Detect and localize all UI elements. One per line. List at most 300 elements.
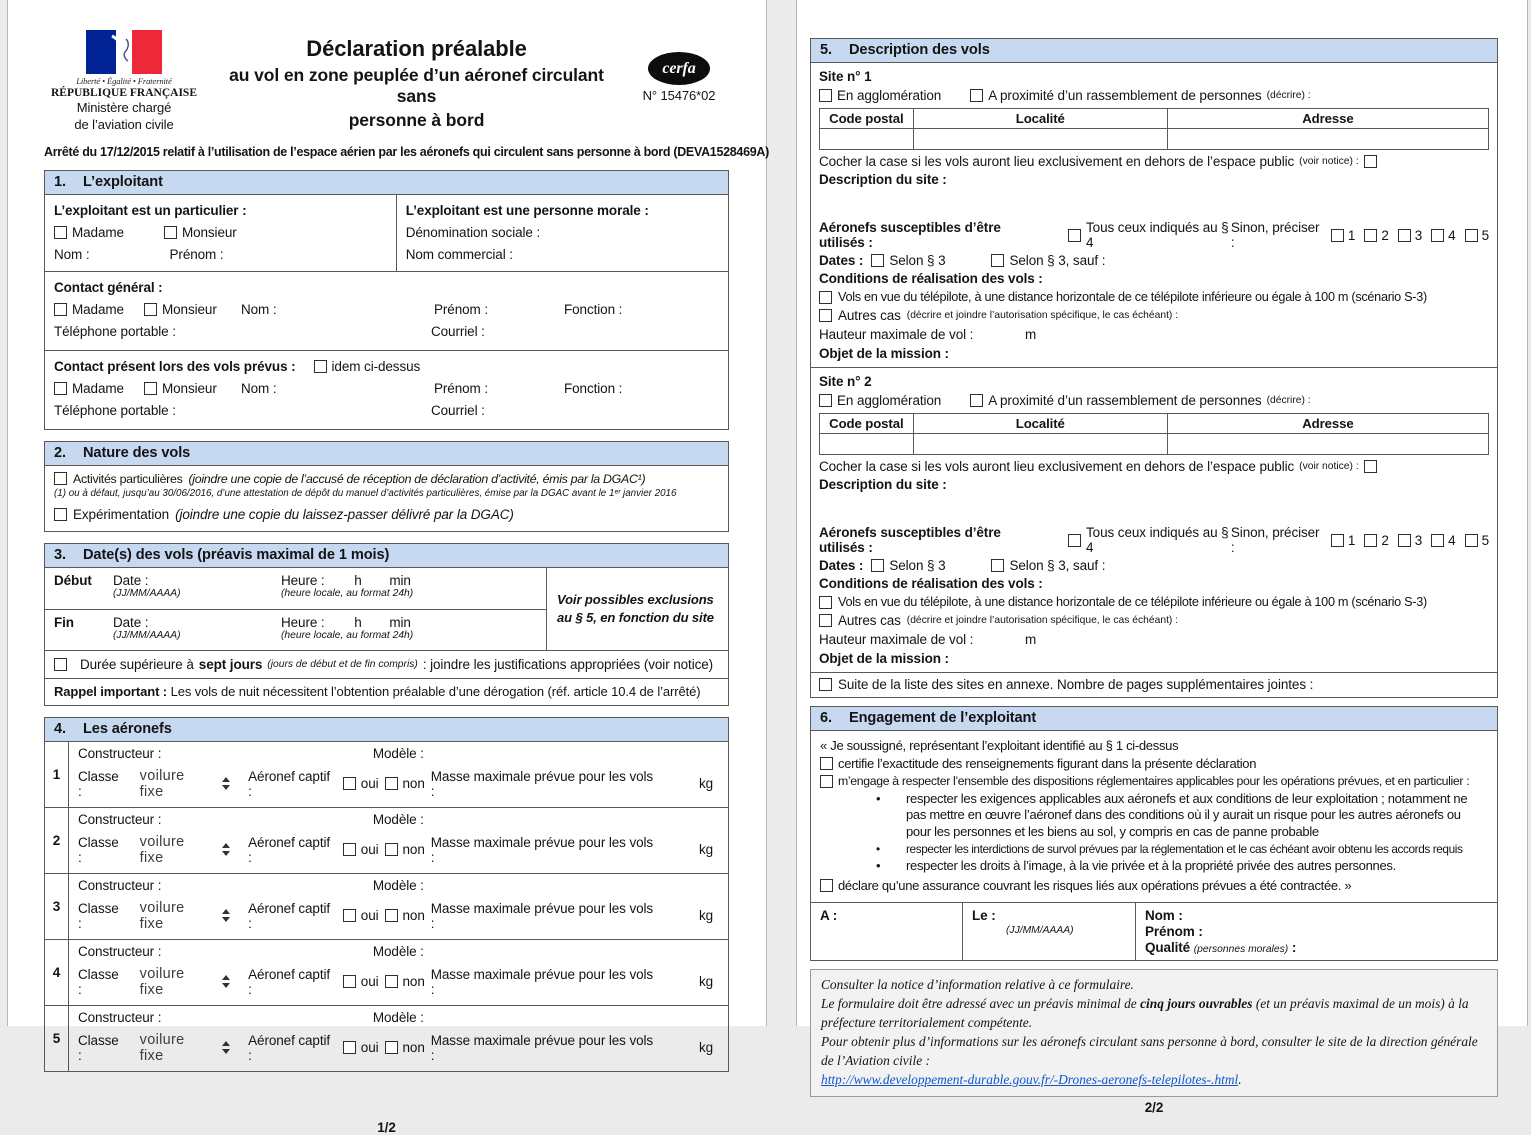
- site-1-block: [811, 63, 1497, 368]
- date-fin-row: [45, 609, 546, 650]
- rassemblement-label: A proximité d’un rassemblement de personnes: [988, 88, 1262, 103]
- particulier-prenom-label: Prénom :: [169, 247, 224, 262]
- signature-date-cell[interactable]: [963, 903, 1136, 960]
- checkbox-present-madame[interactable]: [54, 382, 67, 395]
- num-label: 1: [1347, 227, 1356, 243]
- site-2-objet-mission-label[interactable]: Objet de la mission :: [819, 651, 949, 666]
- site-2-checkbox-espace-public[interactable]: [1364, 460, 1377, 473]
- checkbox-captif-oui-5[interactable]: [343, 1041, 356, 1054]
- section-3-number: 3.: [54, 546, 66, 563]
- contact-nom-label: Nom :: [241, 302, 277, 317]
- notice-line-1: Consulter la notice d’information relative à ce formulaire.: [821, 976, 1134, 992]
- checkbox-suite-sites[interactable]: [819, 678, 832, 691]
- site-2-label: Site n° 2: [819, 374, 872, 389]
- non-label: non: [402, 776, 425, 791]
- modele-label[interactable]: Modèle :: [372, 811, 424, 827]
- cerfa-logo: [648, 52, 710, 85]
- captif-label: Aéronef captif :: [248, 834, 331, 865]
- section-4-header: [45, 718, 728, 742]
- classe-label: Classe :: [78, 966, 119, 997]
- kg-unit: kg: [698, 1040, 714, 1055]
- site-1-checkbox-agglomeration[interactable]: [819, 89, 832, 102]
- num-label: 5: [1481, 532, 1489, 548]
- site-2-checkbox-aeronef-1[interactable]: [1331, 534, 1344, 547]
- fin-label: Fin: [54, 614, 74, 630]
- rappel-text: Les vols de nuit nécessitent l’obtention préalable d’une dérogation (réf. article 10.4 de l’arrêté): [170, 683, 701, 699]
- present-fonction-label: Fonction :: [564, 381, 623, 396]
- site-2-checkbox-aeronef-2[interactable]: [1364, 534, 1377, 547]
- contact-fonction-label: Fonction :: [564, 302, 623, 317]
- constructeur-label[interactable]: Constructeur :: [78, 943, 162, 959]
- morale-label: L’exploitant est une personne morale :: [405, 203, 649, 218]
- activites-label: Activités particulières: [73, 471, 183, 486]
- dates-label: Dates :: [819, 558, 864, 573]
- certifie-label: certifie l’exactitude des renseignements figurant dans la présente déclaration: [838, 756, 1257, 771]
- duree-small-note: (jours de début et de fin compris): [267, 658, 418, 670]
- republique-francaise-logo: [44, 30, 204, 134]
- site-1-description-input[interactable]: [819, 187, 1489, 217]
- form-page-2: [796, 0, 1528, 1115]
- masse-label[interactable]: Masse maximale prévue pour les vols :: [430, 1032, 654, 1063]
- site-2-description-label: Description du site :: [819, 477, 947, 492]
- autres-cas-note: (décrire et joindre l’autorisation spécifique, le cas échéant) :: [906, 615, 1179, 626]
- marianne-flag-icon: [86, 30, 162, 74]
- site-1-checkbox-selon-p3-sauf[interactable]: [991, 254, 1004, 267]
- section-5-header: [811, 39, 1497, 63]
- checkbox-declare-assurance[interactable]: [820, 879, 833, 892]
- site-2-checkbox-tous-aeronefs[interactable]: [1068, 534, 1081, 547]
- hauteur-label[interactable]: Hauteur maximale de vol :: [819, 632, 974, 647]
- notice-link-line: [821, 1070, 1487, 1089]
- kg-unit: kg: [698, 974, 714, 989]
- page-2-number: 2/2: [1144, 1099, 1164, 1115]
- le-label: Le :: [972, 907, 996, 923]
- site-1-checkbox-rassemblement[interactable]: [970, 89, 983, 102]
- col-localite: Localité: [913, 109, 1167, 129]
- monsieur-label: Monsieur: [181, 225, 237, 240]
- agglomeration-label: En agglomération: [837, 393, 942, 408]
- section-2-nature-des-vols: [44, 441, 729, 532]
- site-1-description-label: Description du site :: [819, 172, 947, 187]
- duree-text-1: Durée supérieure à: [80, 656, 194, 672]
- classe-spinner[interactable]: [222, 1041, 230, 1054]
- site-2-checkbox-selon-p3-sauf[interactable]: [991, 559, 1004, 572]
- exclusions-note: Voir possibles exclusions au § 5, en fonction du site: [546, 568, 728, 650]
- site-1-checkbox-aeronef-2[interactable]: [1364, 229, 1377, 242]
- checkbox-particulier-madame[interactable]: [54, 226, 67, 239]
- sig-nom-label: Nom :: [1145, 907, 1183, 923]
- modele-label[interactable]: Modèle :: [372, 877, 424, 893]
- fin-heure-label[interactable]: Heure :: [281, 614, 325, 630]
- classe-combobox-value[interactable]: voilure fixe: [139, 1031, 185, 1064]
- dgac-drones-link[interactable]: http://www.developpement-durable.gouv.fr/-Drones-aeronefs-telepilotes-.html: [821, 1071, 1239, 1087]
- fin-heure-format: (heure locale, au format 24h): [281, 629, 414, 641]
- experimentation-note: (joindre une copie du laissez-passer délivré par la DGAC): [175, 506, 514, 522]
- col-code-postal: Code postal: [820, 109, 914, 129]
- constructeur-label[interactable]: Constructeur :: [78, 745, 162, 761]
- form-title: [204, 30, 629, 134]
- kg-unit: kg: [698, 776, 714, 791]
- contact-prenom-label: Prénom :: [434, 302, 488, 317]
- aeronef-row-number: 3: [45, 874, 69, 939]
- checkbox-captif-oui-3[interactable]: [343, 909, 356, 922]
- modele-label[interactable]: Modèle :: [372, 745, 424, 761]
- site-1-objet-mission-label[interactable]: Objet de la mission :: [819, 346, 949, 361]
- autres-cas-note: (décrire et joindre l’autorisation spécifique, le cas échéant) :: [906, 310, 1179, 321]
- date-debut-row: [45, 568, 546, 609]
- dates-table: [45, 568, 728, 650]
- form-page-1: [7, 0, 769, 1135]
- engagement-bullet-2: • respecter les interdictions de survol prévues par la réglementation et le cas échéant avoir obtenu les accords requis: [820, 842, 1488, 857]
- constructeur-label[interactable]: Constructeur :: [78, 811, 162, 827]
- section-3-dates-des-vols: [44, 543, 729, 706]
- site-1-checkbox-aeronef-1[interactable]: [1331, 229, 1344, 242]
- section-1-header: [45, 171, 728, 195]
- section-6-engagement: [810, 706, 1498, 961]
- checkbox-particulier-monsieur[interactable]: [164, 226, 177, 239]
- autres-cas-label: Autres cas: [838, 308, 901, 323]
- checkbox-duree-superieure[interactable]: [54, 658, 67, 671]
- section-3-title: Date(s) des vols (préavis maximal de 1 mois): [82, 546, 390, 563]
- title-line2: au vol en zone peuplée d’un aéronef circulant sans: [229, 65, 604, 106]
- title-line1: Déclaration préalable: [306, 36, 527, 61]
- idem-label: idem ci-dessus: [331, 359, 421, 374]
- classe-label: Classe :: [78, 1032, 119, 1063]
- logo-motto: Liberté • Égalité • Fraternité: [76, 76, 172, 86]
- checkbox-experimentation[interactable]: [54, 508, 67, 521]
- section-6-header: [811, 707, 1497, 731]
- fin-date-label[interactable]: Date :: [113, 614, 149, 630]
- denomination-label: Dénomination sociale :: [405, 225, 541, 240]
- checkbox-contact-madame[interactable]: [54, 303, 67, 316]
- cerfa-brand: cerfa: [662, 59, 696, 77]
- checkbox-captif-non-2[interactable]: [385, 843, 398, 856]
- notice-line-2a: Le formulaire doit être adressé avec un préavis minimal de: [821, 995, 1137, 1011]
- site-1-checkbox-selon-p3[interactable]: [871, 254, 884, 267]
- sig-qualite-note: (personnes morales): [1193, 943, 1289, 955]
- col-adresse: Adresse: [1167, 414, 1488, 434]
- ministry-line2: de l’aviation civile: [74, 117, 174, 133]
- classe-label: Classe :: [78, 768, 119, 799]
- contact-general-row: [45, 271, 728, 350]
- site-1-label: Site n° 1: [819, 69, 872, 84]
- experimentation-label: Expérimentation: [73, 506, 170, 522]
- tous-label: Tous ceux indiqués au § 4: [1086, 220, 1229, 250]
- aeronef-row-number: 2: [45, 808, 69, 873]
- signature-row: [811, 902, 1497, 960]
- checkbox-captif-oui-2[interactable]: [343, 843, 356, 856]
- exploitant-row: [45, 195, 728, 271]
- non-label: non: [402, 842, 425, 857]
- captif-label: Aéronef captif :: [248, 768, 331, 799]
- fin-min-label: min: [389, 614, 411, 630]
- site-2-localite-input[interactable]: [913, 434, 1167, 455]
- aeronef-row-5: [45, 1005, 728, 1071]
- classe-spinner[interactable]: [222, 777, 230, 790]
- masse-label[interactable]: Masse maximale prévue pour les vols :: [430, 834, 654, 865]
- section-4-number: 4.: [54, 720, 66, 737]
- kg-unit: kg: [698, 842, 714, 857]
- selon-sauf-label: Selon § 3, sauf :: [1009, 253, 1106, 268]
- activites-particulieres-row: [45, 466, 728, 486]
- checkbox-captif-non-5[interactable]: [385, 1041, 398, 1054]
- selon-sauf-label: Selon § 3, sauf :: [1009, 558, 1106, 573]
- conditions-label: Conditions de réalisation des vols :: [819, 576, 1043, 591]
- notice-line-3: Pour obtenir plus d’informations sur les aéronefs circulant sans personne à bord, consulter le site de la direction générale de l’Aviation civile :: [821, 1033, 1478, 1068]
- non-label: non: [402, 974, 425, 989]
- checkbox-contact-monsieur[interactable]: [144, 303, 157, 316]
- rassemblement-label: A proximité d’un rassemblement de personnes: [988, 393, 1262, 408]
- signature-identite-cell[interactable]: [1136, 903, 1497, 960]
- cerfa-block: [629, 52, 729, 134]
- site-1-code-postal-input[interactable]: [820, 129, 914, 150]
- site-1-checkbox-tous-aeronefs[interactable]: [1068, 229, 1081, 242]
- aeronef-row-number: 1: [45, 742, 69, 807]
- num-label: 4: [1448, 532, 1456, 548]
- form-header: [44, 30, 729, 134]
- debut-date-format: (JJ/MM/AAAA): [113, 587, 181, 599]
- rassemblement-note: (décrire) :: [1266, 395, 1311, 406]
- site-2-code-postal-input[interactable]: [820, 434, 914, 455]
- madame-label: Madame: [72, 302, 124, 317]
- autres-cas-label: Autres cas: [838, 613, 901, 628]
- site-2-address-table: [819, 413, 1489, 455]
- modele-label[interactable]: Modèle :: [372, 1009, 424, 1025]
- contact-general-label: Contact général :: [54, 280, 163, 295]
- tous-label: Tous ceux indiqués au § 4: [1086, 525, 1229, 555]
- classe-spinner[interactable]: [222, 909, 230, 922]
- sig-prenom-label: Prénom :: [1145, 923, 1203, 939]
- site-1-localite-input[interactable]: [913, 129, 1167, 150]
- present-nom-label: Nom :: [241, 381, 277, 396]
- non-label: non: [402, 1040, 425, 1055]
- experimentation-row: [45, 499, 728, 531]
- site-2-block: [811, 368, 1497, 673]
- oui-label: oui: [360, 842, 379, 857]
- notice-line-2c: (et un préavis maximal de un mois) à la préfecture territorialement compétente.: [821, 995, 1469, 1030]
- a-label: A :: [820, 907, 838, 923]
- cocher-espace-public-label: Cocher la case si les vols auront lieu exclusivement en dehors de l’espace public: [819, 154, 1295, 169]
- section-6-title: Engagement de l’exploitant: [848, 710, 1037, 726]
- classe-combobox-value[interactable]: voilure fixe: [139, 767, 185, 800]
- classe-label: Classe :: [78, 900, 119, 931]
- section-5-title: Description des vols: [848, 42, 990, 58]
- engagement-bullet-3: • respecter les droits à l’image, à la vie privée et à la propriété privée des autres personnes.: [820, 858, 1488, 874]
- le-format: (JJ/MM/AAAA): [1006, 924, 1074, 936]
- site-2-checkbox-aeronef-3[interactable]: [1398, 534, 1411, 547]
- signature-lieu-cell[interactable]: [811, 903, 963, 960]
- aeronef-row-number: 5: [45, 1006, 69, 1071]
- masse-label[interactable]: Masse maximale prévue pour les vols :: [430, 966, 654, 997]
- aeronef-row-1: [45, 742, 728, 807]
- oui-label: oui: [360, 776, 379, 791]
- masse-label[interactable]: Masse maximale prévue pour les vols :: [430, 900, 654, 931]
- num-label: 5: [1481, 227, 1489, 243]
- madame-label: Madame: [72, 225, 124, 240]
- present-courriel-label: Courriel :: [431, 403, 485, 418]
- hauteur-label[interactable]: Hauteur maximale de vol :: [819, 327, 974, 342]
- debut-label: Début: [54, 572, 92, 588]
- checkbox-certifie[interactable]: [820, 757, 833, 770]
- masse-label[interactable]: Masse maximale prévue pour les vols :: [430, 768, 654, 799]
- site-2-adresse-input[interactable]: [1167, 434, 1488, 455]
- num-label: 1: [1347, 532, 1356, 548]
- classe-spinner[interactable]: [222, 975, 230, 988]
- num-label: 2: [1381, 532, 1389, 548]
- aeronef-row-number: 4: [45, 940, 69, 1005]
- checkbox-captif-oui-1[interactable]: [343, 777, 356, 790]
- debut-heure-label[interactable]: Heure :: [281, 572, 325, 588]
- checkbox-activites-particulieres[interactable]: [54, 472, 67, 485]
- site-2-description-input[interactable]: [819, 492, 1489, 522]
- oui-label: oui: [360, 908, 379, 923]
- m-unit: m: [1024, 327, 1037, 342]
- checkbox-idem-ci-dessus[interactable]: [314, 360, 327, 373]
- checkbox-present-monsieur[interactable]: [144, 382, 157, 395]
- section-1-exploitant: [44, 170, 729, 430]
- site-1-address-table: [819, 108, 1489, 150]
- checkbox-captif-non-1[interactable]: [385, 777, 398, 790]
- site-2-checkbox-autres-cas[interactable]: [819, 614, 832, 627]
- sinon-preciser-label: Sinon, préciser :: [1230, 220, 1320, 250]
- dates-label: Dates :: [819, 253, 864, 268]
- conditions-label: Conditions de réalisation des vols :: [819, 271, 1043, 286]
- engagement-bullet-1: • respecter les exigences applicables aux aéronefs et aux conditions de leur exploitation ; notamment ne pas mettre en œuvre l’aéronef dans des conditions où il y aurait un risque pour les autres aéronefs ou pour les personnes et les biens au sol, y compris en cas de panne probable: [820, 791, 1488, 840]
- contact-present-row: [45, 350, 728, 429]
- debut-min-label: min: [389, 572, 411, 588]
- checkbox-captif-non-3[interactable]: [385, 909, 398, 922]
- aeronefs-utilises-label: Aéronefs susceptibles d’être utilisés :: [819, 525, 1001, 555]
- notice-line-2: [821, 994, 1487, 1032]
- debut-heure-format: (heure locale, au format 24h): [281, 587, 414, 599]
- site-1-checkbox-espace-public[interactable]: [1364, 155, 1377, 168]
- monsieur-label: Monsieur: [162, 302, 217, 317]
- site-2-checkbox-rassemblement[interactable]: [970, 394, 983, 407]
- modele-label[interactable]: Modèle :: [372, 943, 424, 959]
- aeronef-row-4: [45, 939, 728, 1005]
- aeronef-row-2: [45, 807, 728, 873]
- declare-label: déclare qu’une assurance couvrant les risques liés aux opérations prévues a été contractée. »: [838, 877, 1352, 893]
- cocher-voir-notice: (voir notice) :: [1299, 156, 1359, 167]
- section-1-title: L’exploitant: [82, 173, 163, 190]
- madame-label: Madame: [72, 381, 124, 396]
- section-1-number: 1.: [54, 173, 66, 190]
- classe-combobox-value[interactable]: voilure fixe: [139, 965, 185, 998]
- activites-note: (joindre une copie de l’accusé de réception de déclaration d’activité, émis par la DGAC¹): [188, 471, 646, 486]
- constructeur-label[interactable]: Constructeur :: [78, 877, 162, 893]
- cocher-espace-public-label: Cocher la case si les vols auront lieu exclusivement en dehors de l’espace public: [819, 459, 1295, 474]
- sig-qualite-label: Qualité: [1145, 939, 1191, 955]
- duree-text-2: : joindre les justifications appropriées (voir notice): [422, 656, 714, 672]
- site-2-checkbox-selon-p3[interactable]: [871, 559, 884, 572]
- link-period: .: [1238, 1071, 1242, 1087]
- col-code-postal: Code postal: [820, 414, 914, 434]
- section-4-title: Les aéronefs: [82, 720, 172, 737]
- contact-telephone-label: Téléphone portable :: [54, 324, 176, 339]
- title-line3: personne à bord: [348, 110, 485, 130]
- section-6-number: 6.: [820, 710, 832, 726]
- engage-label: m’engage à respecter l’ensemble des dispositions réglementaires applicables pour les opérations prévues, et en particulier :: [838, 774, 1470, 788]
- cocher-voir-notice: (voir notice) :: [1299, 461, 1359, 472]
- exploitant-particulier-col: [45, 195, 397, 271]
- ministry-line1: Ministère chargé: [76, 100, 172, 115]
- classe-combobox-value[interactable]: voilure fixe: [139, 899, 185, 932]
- site-1-checkbox-aeronef-5[interactable]: [1465, 229, 1478, 242]
- site-2-checkbox-agglomeration[interactable]: [819, 394, 832, 407]
- num-label: 4: [1448, 227, 1456, 243]
- footnote-dgac: (1) ou à défaut, jusqu’au 30/06/2016, d’une attestation de dépôt du manuel d’activités particulières, émise par la DGAC avant le 1ᵉʳ janvier 2016: [54, 487, 677, 499]
- site-1-adresse-input[interactable]: [1167, 129, 1488, 150]
- section-5-description-des-vols: [810, 38, 1498, 698]
- notice-box: [810, 969, 1498, 1097]
- site-1-checkbox-vols-en-vue[interactable]: [819, 291, 832, 304]
- debut-h-label: h: [354, 572, 362, 588]
- cerfa-number: N° 15476*02: [642, 88, 716, 103]
- debut-date-label[interactable]: Date :: [113, 572, 149, 588]
- selon-label: Selon § 3: [889, 253, 946, 268]
- aeronef-row-3: [45, 873, 728, 939]
- agglomeration-label: En agglomération: [837, 88, 942, 103]
- site-2-checkbox-aeronef-5[interactable]: [1465, 534, 1478, 547]
- site-1-checkbox-autres-cas[interactable]: [819, 309, 832, 322]
- classe-spinner[interactable]: [222, 843, 230, 856]
- captif-label: Aéronef captif :: [248, 966, 331, 997]
- section-5-number: 5.: [820, 42, 832, 58]
- particulier-label: L’exploitant est un particulier :: [54, 203, 247, 218]
- classe-combobox-value[interactable]: voilure fixe: [139, 833, 185, 866]
- site-2-checkbox-vols-en-vue[interactable]: [819, 596, 832, 609]
- num-label: 3: [1414, 532, 1423, 548]
- present-prenom-label: Prénom :: [434, 381, 488, 396]
- page-1-number: 1/2: [377, 1119, 396, 1135]
- checkbox-captif-oui-4[interactable]: [343, 975, 356, 988]
- section-2-title: Nature des vols: [82, 444, 191, 461]
- site-1-checkbox-aeronef-3[interactable]: [1398, 229, 1411, 242]
- section-4-les-aeronefs: [44, 717, 729, 1072]
- aeronefs-utilises-label: Aéronefs susceptibles d’être utilisés :: [819, 220, 1001, 250]
- engagement-quote: « Je soussigné, représentant l’exploitant identifié au § 1 ci-dessus: [820, 738, 1179, 753]
- exploitant-morale-col: [397, 195, 728, 271]
- suite-sites-row: [811, 673, 1497, 697]
- m-unit: m: [1024, 632, 1037, 647]
- col-adresse: Adresse: [1167, 109, 1488, 129]
- section-2-header: [45, 442, 728, 466]
- sig-qualite-colon: :: [1291, 939, 1297, 955]
- engagement-body: [811, 731, 1497, 902]
- duree-superieure-row: [45, 650, 728, 678]
- logo-republique: RÉPUBLIQUE FRANÇAISE: [50, 87, 197, 99]
- vols-en-vue-label: Vols en vue du télépilote, à une distance horizontale de ce télépilote inférieure ou égale à 100 m (scénario S-3): [838, 595, 1427, 609]
- num-label: 3: [1414, 227, 1423, 243]
- site-1-checkbox-aeronef-4[interactable]: [1431, 229, 1444, 242]
- oui-label: oui: [360, 974, 379, 989]
- contact-present-label: Contact présent lors des vols prévus :: [54, 359, 296, 374]
- checkbox-engage[interactable]: [820, 775, 833, 788]
- checkbox-captif-non-4[interactable]: [385, 975, 398, 988]
- fin-date-format: (JJ/MM/AAAA): [113, 629, 181, 641]
- sinon-preciser-label: Sinon, préciser :: [1230, 525, 1320, 555]
- oui-label: oui: [360, 1040, 379, 1055]
- contact-courriel-label: Courriel :: [431, 324, 485, 339]
- captif-label: Aéronef captif :: [248, 1032, 331, 1063]
- monsieur-label: Monsieur: [162, 381, 217, 396]
- constructeur-label[interactable]: Constructeur :: [78, 1009, 162, 1025]
- site-2-checkbox-aeronef-4[interactable]: [1431, 534, 1444, 547]
- fin-h-label: h: [354, 614, 362, 630]
- selon-label: Selon § 3: [889, 558, 946, 573]
- particulier-nom-label: Nom :: [54, 247, 90, 262]
- non-label: non: [402, 908, 425, 923]
